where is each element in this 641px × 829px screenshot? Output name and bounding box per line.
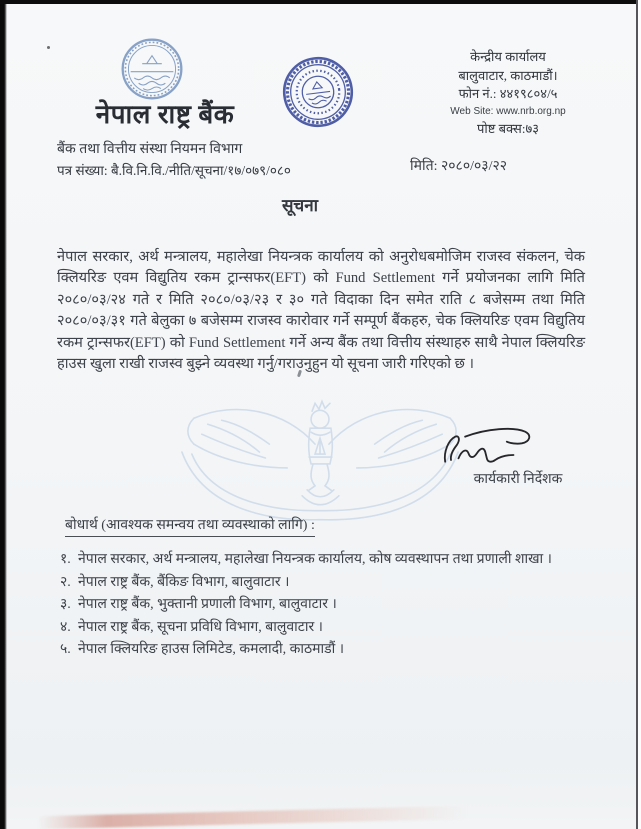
list-item [60, 639, 600, 662]
department-name: बैंक तथा वित्तीय संस्था नियमन विभाग [57, 142, 243, 157]
notice-title: सूचना [281, 196, 319, 215]
list-item-text: नेपाल राष्ट्र बैंक, भुक्तानी प्रणाली विभाग, बालुवाटार । [78, 597, 337, 612]
phone-number: फोन नं.: ४४१९८०४/५ [458, 86, 558, 101]
bank-name: नेपाल राष्ट्र बैंक [95, 100, 235, 129]
list-item-number: १. [60, 552, 71, 567]
list-item [60, 549, 600, 572]
scan-bottom-tint [38, 806, 468, 829]
list-item-number: २. [60, 574, 71, 590]
letter-date: मिति: २०८०/०३/२२ [410, 159, 508, 174]
garuda-watermark-icon [168, 390, 476, 530]
list-item-text: नेपाल सरकार, अर्थ मन्त्रालय, महालेखा नियन्त्रक कार्यालय, कोष व्यवस्थापन तथा प्रणाली शाखा । [78, 552, 552, 567]
scan-edge-left [0, 0, 7, 829]
list-item [60, 617, 600, 640]
central-office-label: केन्द्रीय कार्यालय [470, 49, 546, 64]
list-item [60, 572, 600, 595]
scan-edge-top [0, 0, 641, 4]
signature-scribble-icon [434, 425, 548, 475]
office-address: बालुवाटार, काठमाडौं। [458, 67, 558, 83]
list-item-text: नेपाल राष्ट्र बैंक, बैंकिङ विभाग, बालुवाटार । [78, 574, 290, 590]
nrb-stamp-icon [281, 55, 355, 129]
list-item-text: नेपाल राष्ट्र बैंक, सूचना प्रविधि विभाग, बालुवाटार । [78, 619, 323, 635]
scan-speck [47, 46, 50, 49]
list-item-text: नेपाल क्लियरिङ हाउस लिमिटेड, कमलादी, काठमाडौं । [78, 642, 345, 657]
head-office-block [418, 48, 598, 138]
nrb-logo-icon [120, 37, 184, 101]
bodhartha-heading: बोधार्थ (आवश्यक समन्वय तथा व्यवस्थाको लागि) : [65, 515, 315, 537]
list-item-number: ४. [60, 619, 71, 635]
notice-body: नेपाल सरकार, अर्थ मन्त्रालय, महालेखा नियन्त्रक कार्यालय को अनुरोधबमोजिम राजस्व संकलन, चेक क्लियरिङ एवम विद्युतिय रकम ट्रान्सफर(EFT) को Fund Settlement गर्ने प्रयोजनका लागि मिति २०८०/०३/२४ गते र मिति २०८०/०३/२३ र ३० गते विदाका दिन समेत राति ८ बजेसम्म तथा मिति २०८०/०३/३१ गते बेलुका ७ बजेसम्म राजस्व कारोवार गर्ने सम्पूर्ण बैंकहरु, चेक क्लियरिङ एवम विद्युतिय रकम ट्रान्सफर(EFT) को Fund Settlement गर्ने अन्य बैंक तथा वित्तीय संस्थाहरु साथै नेपाल क्लियरिङ हाउस खुला राखी राजस्व बुझ्ने व्यवस्था गर्नु/गराउनुहुन यो सूचना जारी गरिएको छ । [57, 249, 585, 373]
post-box: पोष्ट बक्स:७३ [477, 120, 539, 136]
list-item [60, 594, 600, 617]
list-item-number: ५. [60, 642, 71, 657]
website: Web Site: www.nrb.org.np [450, 105, 566, 117]
list-item-number: ३. [60, 597, 71, 612]
letter-ref-number: पत्र संख्या: बै.वि.नि.वि./नीति/सूचना/१७/०७९/०८० [57, 163, 291, 178]
scan-edge-right-line [636, 0, 638, 829]
bodhartha-list [60, 549, 600, 662]
signatory-title: कार्यकारी निर्देशक [473, 472, 563, 487]
